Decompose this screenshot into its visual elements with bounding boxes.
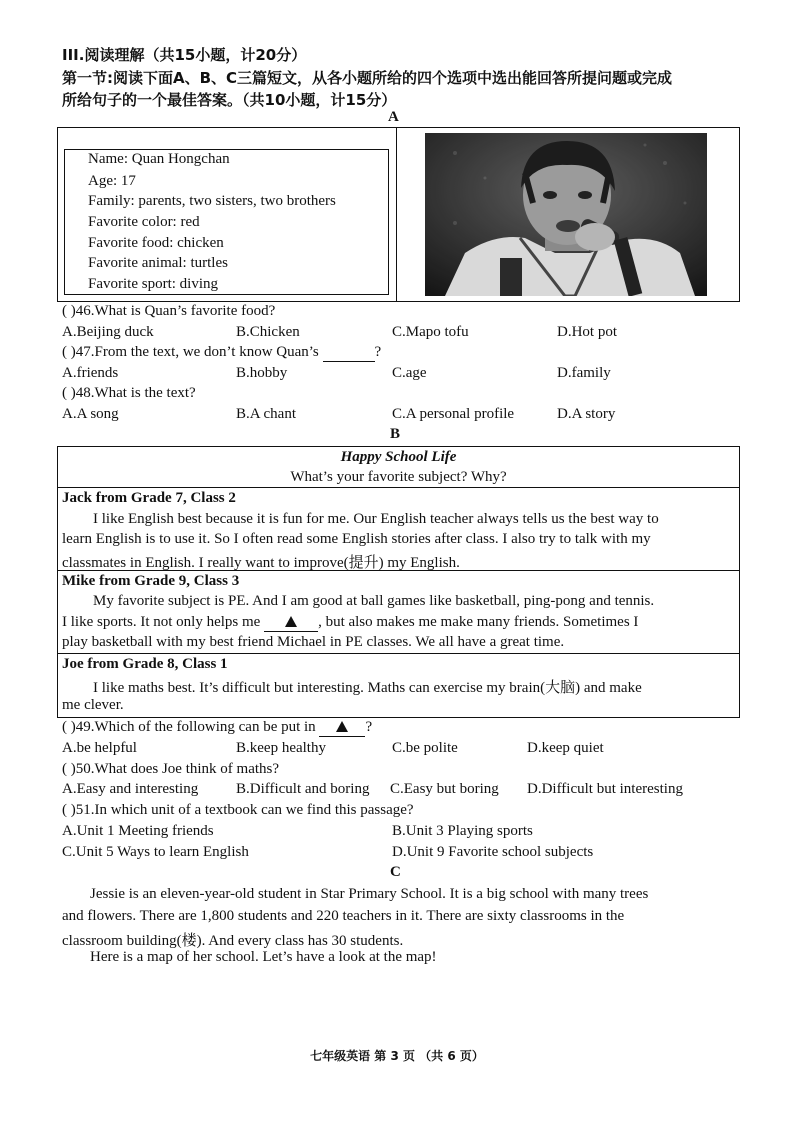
q47-option-c: C.age bbox=[392, 365, 427, 381]
q50-option-a: A.Easy and interesting bbox=[62, 781, 199, 797]
q51-option-a: A.Unit 1 Meeting friends bbox=[62, 823, 214, 839]
question-46: ( )46.What is Quan’s favorite food? bbox=[62, 303, 276, 319]
profile-food: Favorite food: chicken bbox=[88, 235, 224, 251]
q49-option-d: D.keep quiet bbox=[527, 740, 604, 756]
q46-option-a: A.Beijing duck bbox=[62, 324, 154, 340]
profile-color: Favorite color: red bbox=[88, 214, 200, 230]
jack-heading: Jack from Grade 7, Class 2 bbox=[62, 490, 236, 506]
mike-heading: Mike from Grade 9, Class 3 bbox=[62, 573, 240, 589]
q46-option-d: D.Hot pot bbox=[557, 324, 617, 340]
passage-b-subtitle: What’s your favorite subject? Why? bbox=[290, 469, 507, 485]
question-50: ( )50.What does Joe think of maths? bbox=[62, 761, 280, 777]
q50-option-d: D.Difficult but interesting bbox=[527, 781, 683, 797]
question-49-stem: ( )49.Which of the following can be put in bbox=[62, 719, 316, 735]
q48-option-c: C.A personal profile bbox=[392, 406, 515, 422]
question-47-stem: ( )47.From the text, we don’t know Quan’s bbox=[62, 344, 319, 360]
question-49 bbox=[62, 719, 372, 737]
q50-option-c: C.Easy but boring bbox=[390, 781, 499, 797]
mike-line-3: play basketball with my best friend Michael in PE classes. We all have a great time. bbox=[62, 634, 565, 650]
q50-option-b: B.Difficult and boring bbox=[236, 781, 370, 797]
q47-option-d: D.family bbox=[557, 365, 611, 381]
mike-line-2 bbox=[62, 614, 638, 632]
athlete-photo bbox=[425, 133, 707, 296]
triangle-icon bbox=[336, 721, 348, 732]
passage-c-label: C bbox=[390, 864, 401, 880]
jack-line-1: I like English best because it is fun for me. Our English teacher always tells us the best way to bbox=[93, 511, 659, 527]
mike-line-1: My favorite subject is PE. And I am good at ball games like basketball, ping-pong and tennis. bbox=[93, 593, 655, 609]
table-divider bbox=[57, 653, 740, 654]
jack-line-3: classmates in English. I really want to improve(提升) my English. bbox=[62, 555, 460, 571]
passage-a-divider bbox=[396, 127, 397, 302]
q51-option-b: B.Unit 3 Playing sports bbox=[392, 823, 533, 839]
page-footer: 七年级英语 第 3 页 （共 6 页） bbox=[310, 1049, 484, 1063]
q48-option-d: D.A story bbox=[557, 406, 616, 422]
passage-b-label: B bbox=[390, 426, 401, 442]
profile-age: Age: 17 bbox=[88, 173, 136, 189]
mike-line-2-start: I like sports. It not only helps me bbox=[62, 614, 261, 630]
jack-line-2: learn English is to use it. So I often read some English stories after class. I also try to talk with my bbox=[62, 531, 651, 547]
joe-line-1: I like maths best. It’s difficult but interesting. Maths can exercise my brain(大脑) and make bbox=[93, 680, 642, 696]
passage-a-label: A bbox=[388, 109, 399, 125]
q51-option-c: C.Unit 5 Ways to learn English bbox=[62, 844, 249, 860]
instructions-line-2: 所给句子的一个最佳答案。（共10小题，计15分） bbox=[62, 91, 397, 109]
question-47 bbox=[62, 344, 381, 362]
q47-option-a: A.friends bbox=[62, 365, 119, 381]
passage-b-title: Happy School Life bbox=[340, 449, 457, 465]
profile-name: Name: Quan Hongchan bbox=[88, 151, 230, 167]
passage-c-line-4: Here is a map of her school. Let’s have a look at the map! bbox=[90, 949, 437, 965]
q46-option-b: B.Chicken bbox=[236, 324, 300, 340]
instructions-line-1: 第一节:阅读下面A、B、C三篇短文，从各小题所给的四个选项中选出能回答所提问题或完成 bbox=[62, 69, 673, 87]
section-title: III.阅读理解（共15小题，计20分） bbox=[62, 46, 307, 64]
profile-animal: Favorite animal: turtles bbox=[88, 255, 228, 271]
question-48: ( )48.What is the text? bbox=[62, 385, 196, 401]
question-49-end: ? bbox=[365, 719, 373, 735]
q49-option-c: C.be polite bbox=[392, 740, 458, 756]
table-divider bbox=[57, 570, 740, 571]
q51-option-d: D.Unit 9 Favorite school subjects bbox=[392, 844, 594, 860]
question-51: ( )51.In which unit of a textbook can we find this passage? bbox=[62, 802, 414, 818]
passage-c-line-3: classroom building(楼). And every class has 30 students. bbox=[62, 933, 404, 949]
joe-heading: Joe from Grade 8, Class 1 bbox=[62, 656, 228, 672]
profile-sport: Favorite sport: diving bbox=[88, 276, 218, 292]
answer-blank bbox=[323, 344, 375, 362]
triangle-icon bbox=[285, 616, 297, 627]
q49-option-b: B.keep healthy bbox=[236, 740, 326, 756]
joe-line-2: me clever. bbox=[62, 697, 124, 713]
q49-option-a: A.be helpful bbox=[62, 740, 137, 756]
triangle-blank bbox=[264, 614, 318, 632]
table-divider bbox=[57, 487, 740, 488]
q48-option-b: B.A chant bbox=[236, 406, 296, 422]
question-47-end: ? bbox=[374, 344, 382, 360]
q46-option-c: C.Mapo tofu bbox=[392, 324, 469, 340]
profile-family: Family: parents, two sisters, two brothers bbox=[88, 193, 336, 209]
q48-option-a: A.A song bbox=[62, 406, 119, 422]
passage-c-line-1: Jessie is an eleven-year-old student in Star Primary School. It is a big school with many trees bbox=[90, 886, 649, 902]
mike-line-2-end: , but also makes me make many friends. Sometimes I bbox=[318, 614, 639, 630]
q47-option-b: B.hobby bbox=[236, 365, 288, 381]
triangle-blank bbox=[319, 719, 365, 737]
passage-c-line-2: and flowers. There are 1,800 students and 220 teachers in it. There are sixty classrooms in the bbox=[62, 908, 625, 924]
